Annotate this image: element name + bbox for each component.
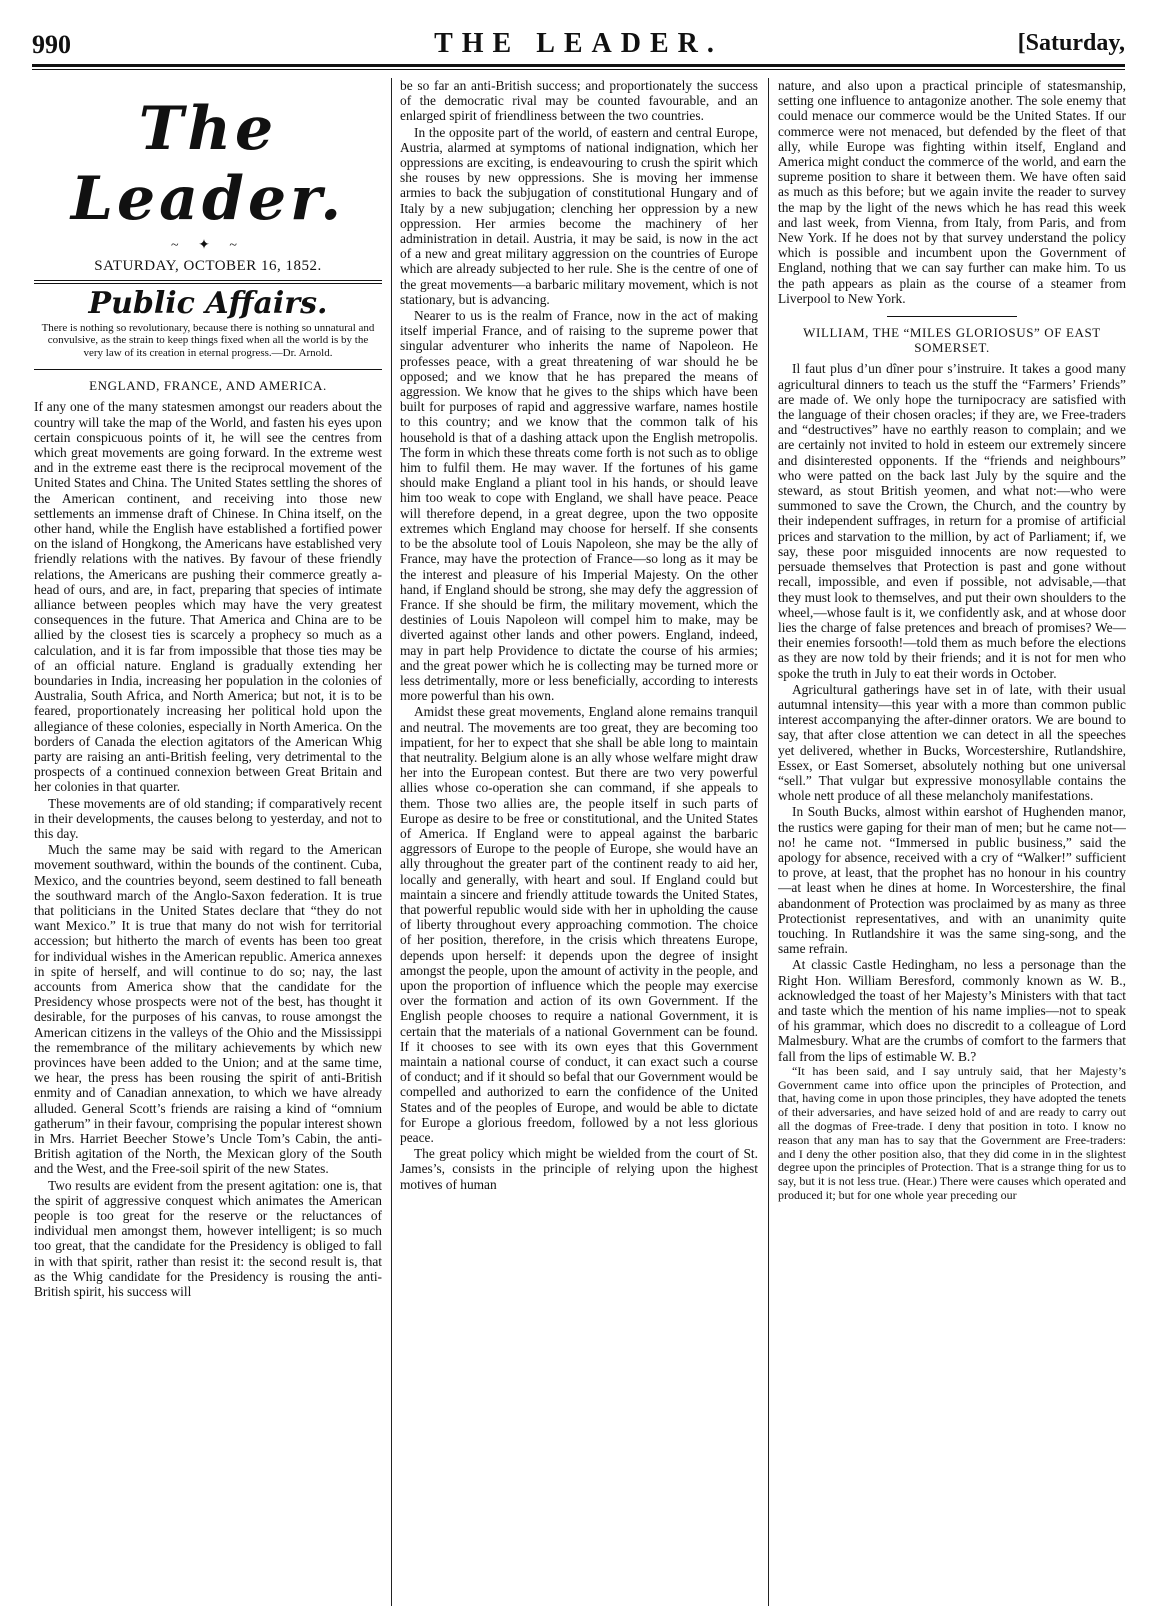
paragraph: be so far an anti-British success; and proportionately the success of the democratic rival may be counted favourable, and an enlarged spirit of friendliness between the two countries. [400, 78, 758, 124]
paragraph: Much the same may be said with regard to the American movement southward, within the bounds of the continent. Cuba, Mexico, and the countries beyond, seem destined to fall beneath the southward march of the Anglo-Saxon federation. It is true that politicians in the United States declare that “they do not want Mexico.” It is true that many do not wish for territorial accession; but hitherto the march of events has been too great for individual wishes in the American republic. America annexes in spite of herself, and will continue to do so; nay, the last accounts from America show that the candidate for the Presidency whose prospects were not of the best, has thought it desirable, for the purposes of his canvas, to rouse amongst the American citizens in the valleys of the Ohio and the Mississippi the remembrance of the military achievements by which new provinces have been added to the Union; and at the same time, we hear, the press has been rousing the spirit of anti-British enmity and of Canadian annexation, to which we have already alluded. General Scott’s friends are raising a kind of “omnium gatherum” in their favour, comprising the popular interest shown in Mrs. Harriet Beecher Stowe’s Uncle Tom’s Cabin, the anti-British agitation of the North, the Mexican glory of the South and the West, and the Free-soil spirit of the new States. [34, 842, 382, 1177]
masthead-logo: The Leader. [70, 94, 346, 234]
column-2 [400, 78, 758, 1608]
section-rule [34, 280, 382, 284]
paragraph: In South Bucks, almost within earshot of Hughenden manor, the rustics were gaping for their man of men; but he came not—no! he came not. “Immersed in public business,” said the apology for absence, received with a cry of “Walker!” sufficient to prove, at least, that the prophet has no honour in his country—at least when he dines at home. In Worcestershire, the final abandonment of Protection was proclaimed by as many as three Protectionist representatives, and with an unanimity quite touching. In Rutlandshire it was the same sing-song, and the same refrain. [778, 804, 1126, 957]
running-head [32, 24, 1125, 64]
article-title: WILLIAM, THE “MILES GLORIOSUS” OF EAST SOMERSET. [803, 325, 1101, 356]
dateline: SATURDAY, OCTOBER 16, 1852. [94, 258, 322, 275]
column-1 [34, 78, 382, 1608]
section-title: Public Affairs. [88, 286, 328, 322]
paragraph: Two results are evident from the present agitation: one is, that the spirit of aggressive conquest which animates the American people is too great for the reserve or the reluctances of individual men amongst them, however intelligent; is so much too great, that the candidate for the Presidency is obliged to fall in with that spirit, rather than resist it: the second result is, that as the Whig candidate for the Presidency is rousing the anti-British spirit, his success will [34, 1177, 382, 1300]
quote-paragraph: “It has been said, and I say untruly said, that her Majesty’s Government came into office upon the principles of Protection, and that, having come in upon those principles, they have adopted the tenets of their adversaries, and have seized hold of and are ready to carry out all the dogmas of Free-trade. I deny that position in toto. I know no reason that any man has to say that the Government are Free-traders: and I deny the other position also, that they did come in in the slightest degree upon the principles of Protection. That is a strange thing for us to say, but it is not less true. (Hear.) There were causes which operated and produced it; but for one whole year preceding our [778, 1063, 1126, 1202]
running-title: THE LEADER. [434, 28, 723, 59]
paragraph: Agricultural gatherings have set in of late, with their usual autumnal intensity—this year with a more than common public interest accompanying the after-dinner orators. We are bound to say, that after close attention we can detect in all the speeches yet delivered, whether in Bucks, Worcestershire, Rutlandshire, Essex, or East Somerset, absolutely nothing but one universal “sell.” That vulgar but expressive monosyllable contains the whole nett produce of all these melancholy manifestations. [778, 681, 1126, 804]
paragraph: In the opposite part of the world, of eastern and central Europe, Austria, alarmed at symptoms of national indignation, which her oppressions are exciting, is endeavouring to crush the spirit which she rouses by new oppressions. She is moving her immense armies to back the subjugation of constitutional Hungary and of Italy by a new subjugation; clenching her oppression by a new oppression. Her armies become the machinery of her administration in detail. Austria, it may be said, is now in the act of a new and great military aggression on the countries of Europe which are already subjected to her rule. She is the centre of one of the great movements—a barbaric military movement, which is not stationary, but is advancing. [400, 124, 758, 307]
paragraph: nature, and also upon a practical principle of statesmanship, setting one influence to antagonize another. The sole enemy that could menace our commerce would be the United States. If our commerce were not menaced, but defended by the fleet of that ally, while Europe was fighting within itself, England and America might conduct the commerce of the world, and earn the supreme position to share it between them. We have often said as much as this before; but we again invite the reader to survey the map by the light of the news which he has read this week and last week, from Vienna, from Italy, from Paris, and from New York. If he does not by that survey understand the policy which is possible and incumbent upon the Government of England, nothing that we can say further can make him. To us the path appears as plain as the course of a steamer from Liverpool to New York. [778, 78, 1126, 306]
article-title: ENGLAND, FRANCE, AND AMERICA. [89, 378, 327, 394]
paragraph: The great policy which might be wielded from the court of St. James’s, consists in the principle of relying upon the highest motives of human [400, 1146, 758, 1192]
flourish-ornament: ~ ✦ ~ [171, 238, 245, 253]
paragraph: These movements are of old standing; if comparatively recent in their developments, the causes belong to yesterday, and not to this day. [34, 795, 382, 841]
header-rule [32, 64, 1125, 67]
paragraph: Amidst these great movements, England alone remains tranquil and neutral. The movements are too great, they are becoming too impatient, for her to expect that she shall be able long to maintain that neutrality. Belgium alone is an ally whose welfare might draw her into the European contest. But there are two very powerful allies whose co-operation she can command, if she appeals to them. Those two allies are, the people itself in such parts of Europe as desire to be free or constitutional, and the United States of America. If England were to appeal against the barbaric aggressors of Europe to the people of Europe, she would have an ally throughout the greater part of the continent ready to aid her, locally and generally, with heart and soul. If England could but maintain a sincere and friendly attitude towards the United States, that powerful republic would side with her in upholding the cause of liberty throughout every approaching commotion. The choice of her position, therefore, in the crisis which threatens Europe, depends upon herself: it depends upon the degree of insight amongst the people, upon the amount of activity in the people, and upon the proportion of influence which the people may exercise over the formation and action of its own Government. If the English people chooses to require a national Government, it is certain that the materials of a national Government can be found. If it chooses to see with its own eyes that this Government maintain a national course of conduct, it can exact such a course of conduct; and if it should so befal that our Government would be compelled and authorized to earn the confidence of the United States and of the peoples of Europe, and would be able to dictate for Europe a glorious freedom, followed by a not less glorious peace. [400, 704, 758, 1146]
paragraph: If any one of the many statesmen amongst our readers about the country will take the map of the World, and fasten his eyes upon certain conspicuous points of it, he will see the centres from which great movements are going forward. In the extreme west and in the extreme east there is the reciprocal movement of the United States and China. The United States settling the shores of the American continent, and receiving into those new settlements an immense draft of Chinese. In China itself, on the other hand, while the English have established a fortified power on the island of Hongkong, the Americans have established very friendly relations with the natives. By favour of these friendly relations, the Americans are pushing their commerce greatly a-head of ours, and are, in fact, preparing that species of intimate alliance between peoples which may have the very greatest consequences in the future. That America and China are to be allied by the closest ties is scarcely a prophecy so much as a calculation, and it is far from impossible that those ties may be of an official nature. England is gradually extending her boundaries in India, increasing her population in the colonies of Australia, South Africa, and North America; but not, it is to be feared, proportionately increasing her political hold upon the allegiance of these colonies, especially in North America. On the borders of Canada the election agitators of the American Whig party are raising an anti-British feeling, very detrimental to the prospects of a continued connexion between Great Britain and her colonies in that quarter. [34, 399, 382, 795]
column-divider [391, 78, 392, 1606]
column-divider [768, 78, 769, 1606]
running-day: [Saturday, [1017, 30, 1125, 56]
epigraph: There is nothing so revolutionary, because there is nothing so unnatural and convulsive, as the strain to keep things fixed when all the world is by the very law of its creation in eternal progress.—Dr. Arnold. [41, 321, 375, 359]
section-rule [34, 369, 382, 370]
paragraph: Il faut plus d’un dîner pour s’instruire. It takes a good many agricultural dinners to teach us the stuff the “Farmers’ Friends” are made of. We only hope the turnipocracy are satisfied with the language of their chosen oracles; if they are, we Free-traders and “destructives” have no earthly reason to complain; and we are certainly not invited to hold in esteem our extremely sincere and disinterested opponents. If the “friends and neighbours” who were patted on the back last July by the squire and the steward, as stout British yeomen, and what not:—who were summoned to save the Crown, the Church, and the country by their independent suffrages, in return for a promise of artificial prices and starvation to the million, by act of Parliament; if, we say, these poor misguided innocents are now requested to persuade themselves that Protection is past and gone without recall, impossible, and even if possible, not advisable,—that they must look to themselves, and put their own shoulders to the wheel,—whose fault is it, we confidently ask, and at whose door lies the charge of false pretences and breach of promises? We—their enemies forsooth!—told them as much before the elections as they are now told by their friends; and it is not for men who spoke the truth in July to eat their words in October. [778, 361, 1126, 681]
column-3 [778, 78, 1126, 1608]
paragraph: Nearer to us is the realm of France, now in the act of making itself imperial France, and of raising to the supreme power that singular adventurer who inherits the name of Napoleon. He professes peace, with a great threatening of war should he be opposed; and we know that he has prepared the means of aggression. We know that he gives to the ships which have been built for purposes of rapid and aggressive warfare, names hostile to this country; and we know that the common talk of his household is that of a dashing attack upon the English metropolis. The form in which these threats come forth is not such as to oblige him to fulfil them. He may waver. If the fortunes of his game should make England a pliant tool in his hands, or should leave him too weak to cope with England, we shall have peace. Peace will therefore depend, in a great degree, upon the two opposite extremes which England may choose for herself. If she consents to be the absolute tool of Louis Napoleon, she may be the ally of France, may have the protection of France—so long as it may be the interest and pleasure of his Imperial Majesty. On the other hand, if England should be strong, she may defy the aggression of France. If she should be firm, the military movement, which the destinies of Louis Napoleon will compel him to make, may be diverted against other lands and other powers. England, indeed, may in part help Providence to dictate the course of his armies; and the great power which he is collecting may be turned more or less detrimentally, more or less beneficially, according to interests more powerful than his own. [400, 308, 758, 704]
article-divider [887, 316, 1017, 317]
header-rule-thin [32, 69, 1125, 70]
page-number: 990 [32, 30, 71, 59]
paragraph: At classic Castle Hedingham, no less a personage than the Right Hon. William Beresford, commonly known as W. B., acknowledged the toast of her Majesty’s Ministers with that tact and taste which the mention of his name implies—not to speak of his grammar, which does no discredit to a colleague of Lord Malmesbury. What are the crumbs of comfort to the farmers that fall from the lips of estimable W. B.? [778, 957, 1126, 1064]
